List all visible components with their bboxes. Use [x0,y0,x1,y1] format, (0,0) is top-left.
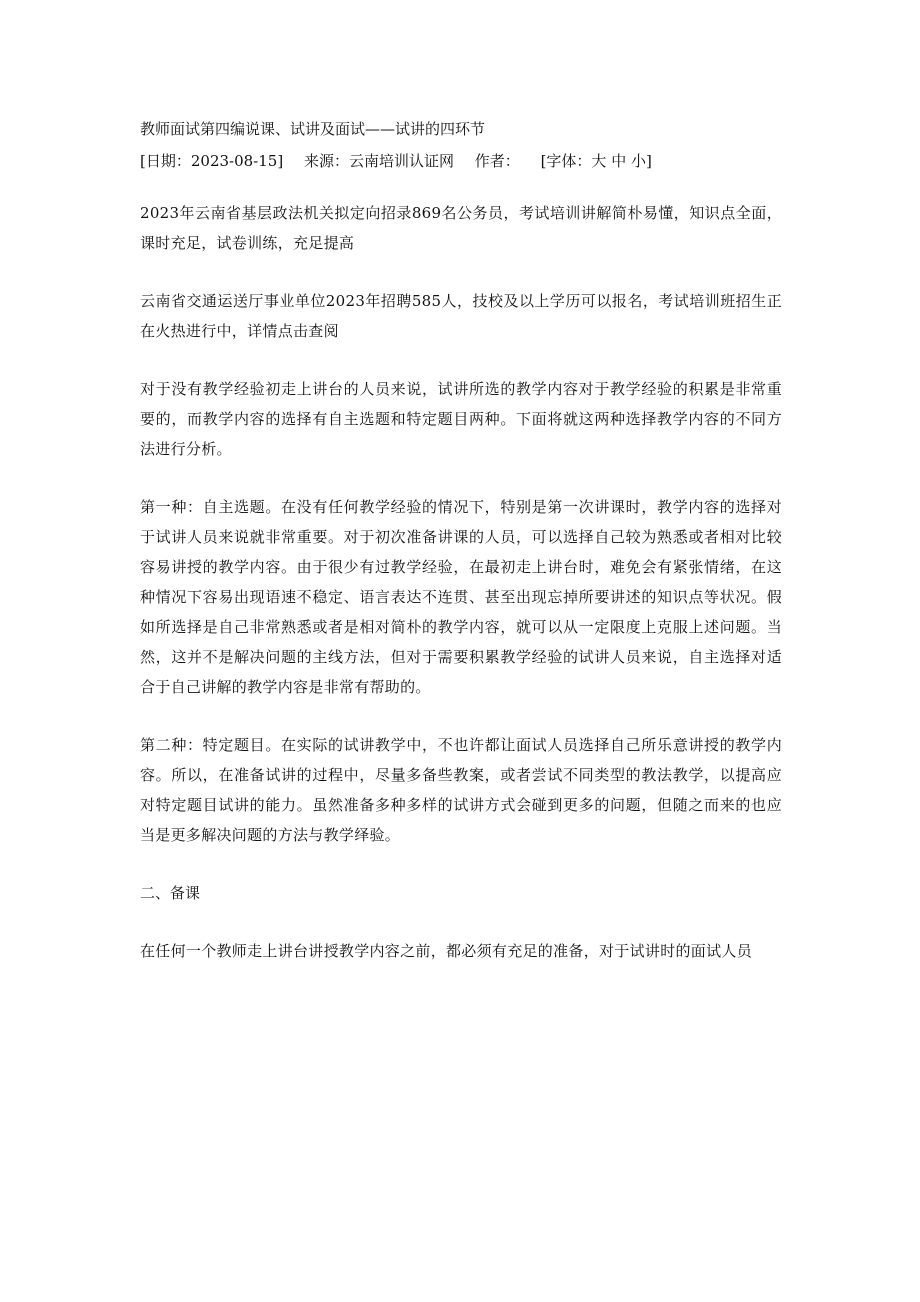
meta-source: 来源：云南培训认证网 [303,152,454,170]
article-title: 教师面试第四编说课、试讲及面试——试讲的四环节 [140,120,486,138]
article [140,118,782,994]
section-heading: 二、备课 [140,884,201,902]
body-paragraph-4: 在任何一个教师走上讲台讲授教学内容之前，都必须有充足的准备，对于试讲时的面试人员 [140,942,753,960]
promo-link-1[interactable]: 2023年云南省基层政法机关拟定向招录869名公务员，考试培训讲解简朴易懂，知识点全面，课时充足，试卷训练，充足提高 [140,204,782,252]
meta-date: [日期：2023-08-15] [140,152,284,170]
meta-font-size[interactable]: [字体：大 中 小] [540,152,652,170]
article-meta [140,150,782,172]
body-paragraph-3: 第二种：特定题目。在实际的试讲教学中，不也许都让面试人员选择自己所乐意讲授的教学内容。所以，在准备试讲的过程中，尽量多备些教案，或者尝试不同类型的教法教学，以提高应对特定题目试讲的能力。虽然准备多种多样的试讲方式会碰到更多的问题，但随之而来的也应当是更多解决问题的方法与教学绎验。 [140,736,782,844]
promo-link-2[interactable]: 云南省交通运送厅事业单位2023年招聘585人，技校及以上学历可以报名，考试培训班招生正在火热进行中，详情点击查阅 [140,292,782,340]
meta-author: 作者： [474,152,520,170]
body-paragraph-2: 第一种：自主选题。在没有任何教学经验的情况下，特别是第一次讲课时，教学内容的选择对于试讲人员来说就非常重要。对于初次准备讲课的人员，可以选择自己较为熟悉或者相对比较容易讲授的教学内容。由于很少有过教学经验，在最初走上讲台时，难免会有紧张情绪，在这种情况下容易出现语速不稳定、语言表达不连贯、甚至出现忘掉所要讲述的知识点等状况。假如所选择是自己非常熟悉或者是相对简朴的教学内容，就可以从一定限度上克服上述问题。当然，这并不是解决问题的主线方法，但对于需要积累教学经验的试讲人员来说，自主选择对适合于自己讲解的教学内容是非常有帮助的。 [140,498,782,696]
body-paragraph-1: 对于没有教学经验初走上讲台的人员来说，试讲所选的教学内容对于教学经验的积累是非常重要的，而教学内容的选择有自主选题和特定题目两种。下面将就这两种选择教学内容的不同方法进行分析。 [140,380,782,458]
